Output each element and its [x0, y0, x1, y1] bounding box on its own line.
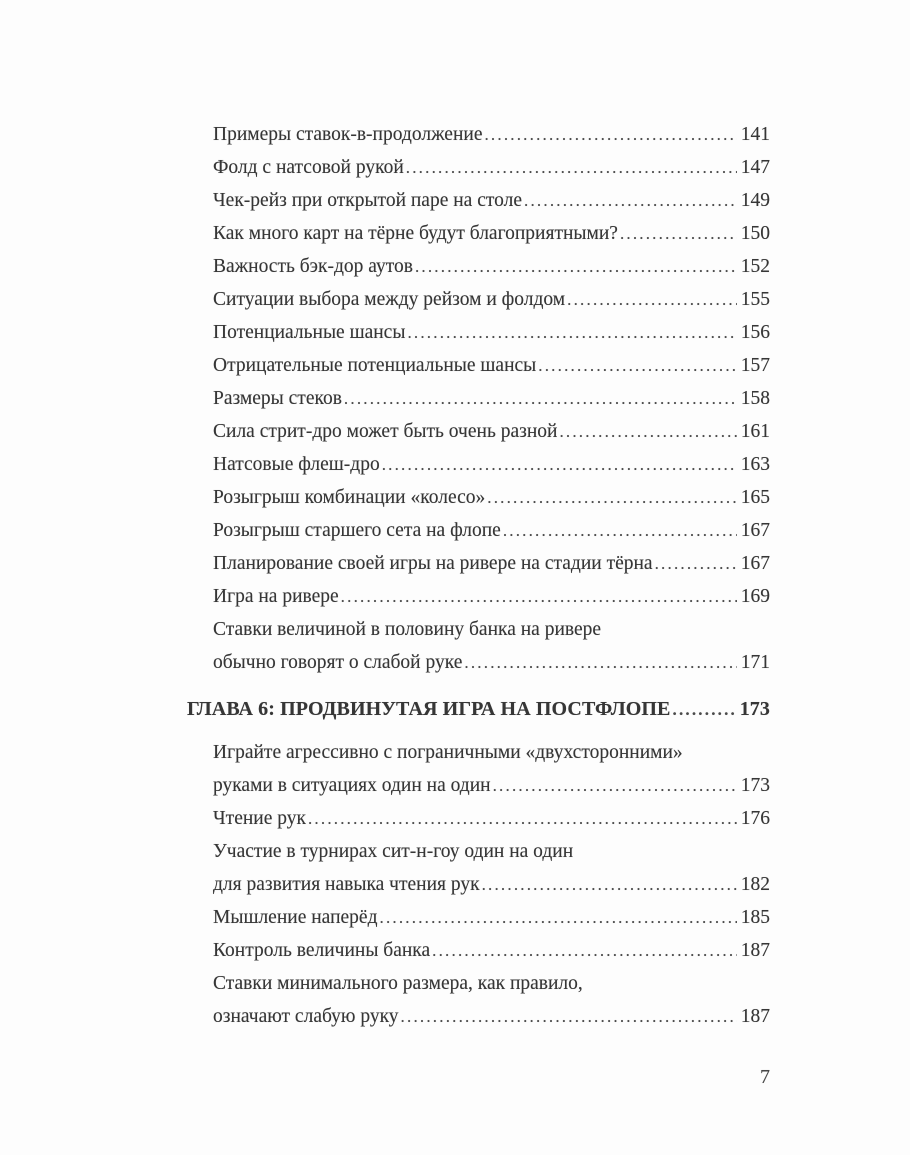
toc-row	[213, 802, 770, 835]
toc-row	[213, 514, 770, 547]
toc-entry	[213, 934, 770, 967]
toc-entry	[213, 118, 770, 151]
dot-leader	[538, 349, 736, 382]
dot-leader	[503, 514, 737, 547]
toc-row	[213, 118, 770, 151]
toc-row	[213, 382, 770, 415]
toc-entry	[213, 316, 770, 349]
entry-title: Мышление наперёд	[213, 907, 378, 928]
toc-entry	[213, 736, 770, 802]
entry-title: Розыгрыш старшего сета на флопе	[213, 520, 501, 541]
entry-title: обычно говорят о слабой руке	[213, 652, 463, 673]
entry-page-number: 167	[740, 520, 770, 541]
entry-page-number: 157	[740, 355, 770, 376]
entry-page-number: 182	[740, 874, 770, 895]
toc-entry	[213, 448, 770, 481]
entry-page-number: 187	[740, 940, 770, 961]
entry-title: Как много карт на тёрне будут благоприятными?	[213, 223, 618, 244]
toc-entry	[213, 184, 770, 217]
toc-row	[213, 646, 770, 679]
entry-title: ГЛАВА 6: ПРОДВИНУТАЯ ИГРА НА ПОСТФЛОПЕ	[187, 698, 671, 720]
entry-page-number: 171	[740, 652, 770, 673]
toc-entry	[213, 217, 770, 250]
entry-page-number: 176	[740, 808, 770, 829]
dot-leader	[344, 382, 737, 415]
toc-entry	[213, 283, 770, 316]
dot-leader	[432, 934, 737, 967]
toc-entry	[213, 481, 770, 514]
entry-title: Размеры стеков	[213, 388, 342, 409]
entry-title: Розыгрыш комбинации «колесо»	[213, 487, 486, 508]
entry-title: Чек-рейз при открытой паре на столе	[213, 190, 523, 211]
entry-title: Планирование своей игры на ривере на стадии тёрна	[213, 553, 653, 574]
entry-title: Натсовые флеш-дро	[213, 454, 380, 475]
toc-row	[213, 283, 770, 316]
entry-page-number: 152	[740, 256, 770, 277]
toc-row	[213, 250, 770, 283]
entry-title: Ситуации выбора между рейзом и фолдом	[213, 289, 566, 310]
dot-leader	[655, 547, 737, 580]
entry-page-number: 169	[740, 586, 770, 607]
toc-row	[213, 448, 770, 481]
entry-title: Ставки минимального размера, как правило,	[213, 973, 583, 994]
dot-leader	[493, 769, 737, 802]
entry-title: Игра на ривере	[213, 586, 339, 607]
toc-row	[213, 868, 770, 901]
chapter-5-entries	[213, 118, 770, 679]
entry-title: Контроль величины банка	[213, 940, 431, 961]
entry-page-number: 156	[740, 322, 770, 343]
entry-title: Играйте агрессивно с пограничными «двухсторонними»	[213, 742, 683, 763]
toc-entry	[213, 415, 770, 448]
entry-title: Фолд с натсовой рукой	[213, 157, 404, 178]
toc-entry	[213, 382, 770, 415]
toc-row	[213, 580, 770, 613]
toc-row	[213, 151, 770, 184]
entry-title: Важность бэк-дор аутов	[213, 256, 413, 277]
table-of-contents	[187, 118, 770, 1033]
entry-title: Чтение рук	[213, 808, 306, 829]
toc-row	[213, 349, 770, 382]
toc-row	[213, 316, 770, 349]
dot-leader	[482, 868, 737, 901]
toc-entry	[213, 514, 770, 547]
dot-leader	[380, 901, 737, 934]
toc-row	[213, 217, 770, 250]
entry-title: Отрицательные потенциальные шансы	[213, 355, 537, 376]
dot-leader	[308, 802, 737, 835]
entry-title: руками в ситуациях один на один	[213, 775, 491, 796]
entry-page-number: 173	[739, 698, 770, 720]
dot-leader	[415, 250, 737, 283]
entry-title: для развития навыка чтения рук	[213, 874, 480, 895]
toc-row	[213, 901, 770, 934]
entry-page-number: 165	[740, 487, 770, 508]
dot-leader	[524, 184, 737, 217]
dot-leader	[559, 415, 736, 448]
dot-leader	[567, 283, 737, 316]
dot-leader	[464, 646, 736, 679]
dot-leader	[620, 217, 737, 250]
toc-row	[213, 1000, 770, 1033]
entry-page-number: 167	[740, 553, 770, 574]
toc-entry	[213, 901, 770, 934]
entry-title: Участие в турнирах сит-н-гоу один на один	[213, 841, 574, 862]
toc-row	[213, 835, 770, 868]
toc-row	[213, 934, 770, 967]
entry-title: Примеры ставок-в-продолжение	[213, 124, 483, 145]
toc-row	[213, 736, 770, 769]
entry-page-number: 149	[740, 190, 770, 211]
toc-row	[213, 547, 770, 580]
dot-leader	[673, 693, 736, 726]
entry-page-number: 173	[740, 775, 770, 796]
toc-entry	[213, 151, 770, 184]
toc-row	[187, 693, 770, 726]
toc-entry	[213, 349, 770, 382]
toc-row	[213, 184, 770, 217]
toc-row	[213, 415, 770, 448]
dot-leader	[406, 151, 737, 184]
dot-leader	[382, 448, 737, 481]
entry-title: Потенциальные шансы	[213, 322, 406, 343]
entry-page-number: 150	[740, 223, 770, 244]
toc-entry	[213, 967, 770, 1033]
entry-page-number: 187	[740, 1006, 770, 1027]
dot-leader	[487, 481, 737, 514]
entry-title: означают слабую руку	[213, 1006, 399, 1027]
page-number: 7	[760, 1066, 770, 1088]
entry-page-number: 158	[740, 388, 770, 409]
toc-entry	[213, 613, 770, 679]
dot-leader	[341, 580, 737, 613]
dot-leader	[407, 316, 736, 349]
dot-leader	[401, 1000, 737, 1033]
toc-chapter-heading	[187, 693, 770, 726]
entry-title: Сила стрит-дро может быть очень разной	[213, 421, 558, 442]
toc-row	[213, 769, 770, 802]
chapter-6	[187, 693, 770, 1033]
dot-leader	[484, 118, 736, 151]
entry-title: Ставки величиной в половину банка на ривере	[213, 619, 602, 640]
toc-row	[213, 967, 770, 1000]
toc-entry	[213, 250, 770, 283]
toc-row	[213, 613, 770, 646]
toc-row	[213, 481, 770, 514]
entry-page-number: 155	[740, 289, 770, 310]
toc-entry	[213, 547, 770, 580]
toc-entry	[213, 802, 770, 835]
entry-page-number: 185	[740, 907, 770, 928]
toc-entry	[213, 580, 770, 613]
entry-page-number: 147	[740, 157, 770, 178]
toc-entry	[213, 835, 770, 901]
entry-page-number: 161	[740, 421, 770, 442]
entry-page-number: 141	[740, 124, 770, 145]
entry-page-number: 163	[740, 454, 770, 475]
